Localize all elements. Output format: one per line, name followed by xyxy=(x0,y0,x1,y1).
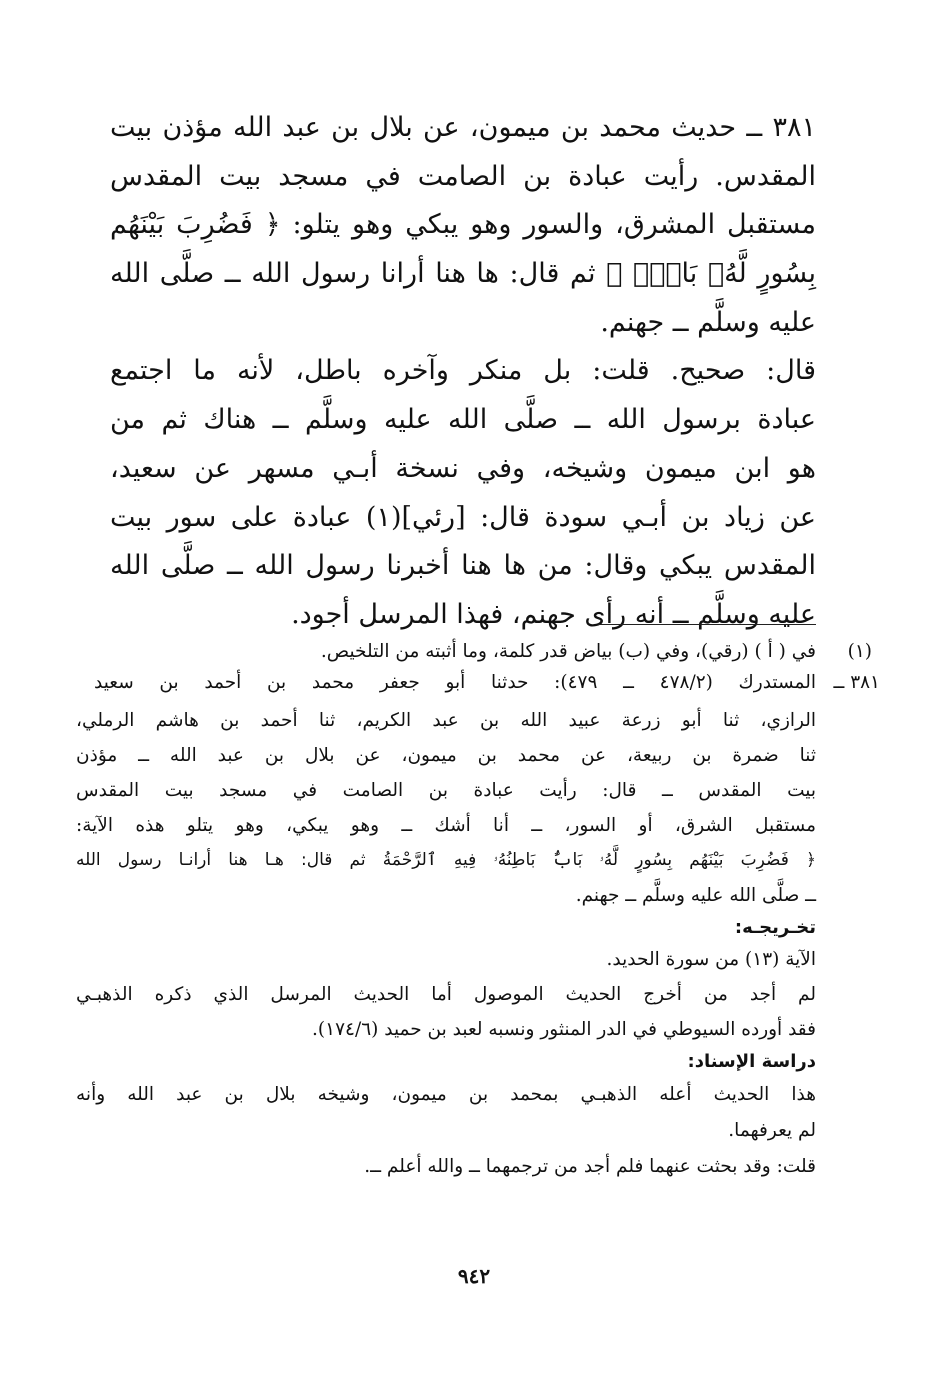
takhrij-heading: تخـريجـه: xyxy=(734,917,816,938)
main-line-9: عن زياد بن أبـي سودة قال: [رئي](١) عبادة على سور بيت xyxy=(110,501,816,533)
footnote-1-marker: (١) xyxy=(847,641,872,662)
main-line-5: عليه وسلَّم ــ جهنم. xyxy=(600,306,816,338)
isnad-line-2: لم يعرفهما. xyxy=(728,1120,816,1141)
footnote-1 xyxy=(94,636,872,667)
main-line-4: بِسُورٍ لَّهُۥ بَابٌۢ ﴾ ثم قال: ها هنا أرانا رسول الله ــ صلَّى الله xyxy=(110,258,816,290)
footnote-381-line-6: ﴿ فَضُرِبَ بَيْنَهُم بِسُورٍ لَّهُۥ بَابٌۢ بَاطِنُهُۥ فِيهِ ٱلرَّحْمَةُ ثم قال: هـا هنا أرانـا رسول الله xyxy=(76,850,816,870)
main-line-10: المقدس يبكي وقال: من ها هنا أخبرنا رسول الله ــ صلَّى الله xyxy=(110,550,816,582)
footnote-381-line-5: مستقبل الشرق، أو السور، ــ أنا أشك ــ وهو يبكي، وهو يتلو هذه الآية: xyxy=(76,815,816,836)
footnote-381-line-4: بيت المقدس ــ قال: رأيت عبادة بن الصامت في مسجد بيت المقدس xyxy=(76,780,816,801)
main-line-8: هو ابن ميمون وشيخه، وفي نسخة أبـي مسهر عن سعيد، xyxy=(110,452,816,484)
takhrij-line-1: الآية (١٣) من سورة الحديد. xyxy=(606,949,816,970)
main-line-2: المقدس. رأيت عبادة بن الصامت في مسجد بيت المقدس xyxy=(110,160,816,192)
isnad-line-1: هذا الحديث أعله الذهبـي بمحمد بن ميمون، وشيخه بلال بن عبد الله وأنه xyxy=(76,1084,816,1105)
footnote-381-body xyxy=(76,703,816,1185)
main-line-3: مستقبل المشرق، والسور وهو يبكي وهو يتلو: ﴿ فَضُرِبَ بَيْنَهُم xyxy=(110,209,816,241)
footnote-381-line-2: الرازي، ثنا أبو زرعة عبيد الله بن عبد الكريم، ثنا أحمد بن هاشم الرملي، xyxy=(76,710,816,731)
footnote-381-line-7: ــ صلَّى الله عليه وسلَّم ــ جهنم. xyxy=(575,885,816,906)
page-number: ٩٤٢ xyxy=(457,1264,491,1288)
main-text xyxy=(110,104,816,640)
footnote-381-text-1: المستدرك (٤٧٨/٢ ــ ٤٧٩): حدثنا أبو جعفر محمد بن أحمد بن سعيد xyxy=(94,672,816,693)
footnote-separator xyxy=(598,624,816,625)
footnote-381-line-1 xyxy=(94,667,880,698)
takhrij-line-3: فقد أورده السيوطي في الدر المنثور ونسبه لعبد بن حميد (١٧٤/٦). xyxy=(312,1019,816,1040)
footnote-381-line-3: ثنا ضمرة بن ربيعة، عن محمد بن ميمون، عن بلال بن عبد الله ــ مؤذن xyxy=(76,745,816,766)
isnad-line-3: قلت: وقد بحثت عنهما فلم أجد من ترجمهما ــ والله أعلم ــ. xyxy=(364,1156,816,1177)
takhrij-line-2: لم أجد من أخرج الحديث الموصول أما الحديث المرسل الذي ذكره الذهبـي xyxy=(76,984,816,1005)
footnote-1-text: في ( أ ) (رقي)، وفي (ب) بياض قدر كلمة، وما أثبته من التلخيص. xyxy=(320,641,816,662)
isnad-heading: دراسة الإسناد: xyxy=(687,1051,816,1072)
main-line-6: قال: صحيح. قلت: بل منكر وآخره باطل، لأنه ما اجتمع xyxy=(110,355,816,387)
main-line-11: عليه وسلَّم ــ أنه رأى جهنم، فهذا المرسل أجود. xyxy=(291,598,816,630)
main-line-7: عبادة برسول الله ــ صلَّى الله عليه وسلَّم ــ هناك ثم من xyxy=(110,404,816,436)
main-line-1: ٣٨١ ــ حديث محمد بن ميمون، عن بلال بن عبد الله مؤذن بيت xyxy=(110,112,816,143)
footnotes xyxy=(94,636,880,698)
footnote-381-marker: ٣٨١ ــ xyxy=(833,672,880,693)
